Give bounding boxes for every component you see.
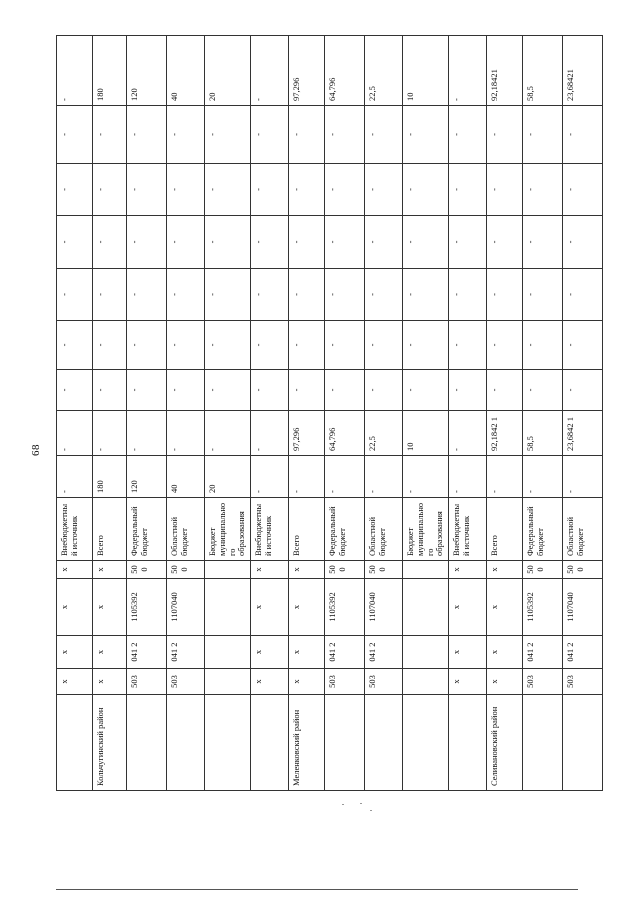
value-cell: - [57,411,93,456]
empty-year-cell: - [127,164,167,216]
page-number: 68 [30,444,42,456]
empty-year-cell: - [449,370,487,411]
table-row [523,36,563,791]
vr-cell: 50 0 [167,561,205,579]
rzpr-cell: x [93,636,127,669]
funding-source-cell: Областной бюджет [563,498,603,561]
rzpr-cell [205,636,251,669]
value-cell: 92,1842 1 [487,411,523,456]
grbs-cell: x [487,669,523,695]
empty-year-cell: - [289,216,325,269]
table-row [205,36,251,791]
table-row [167,36,205,791]
value-cell: - [403,456,449,498]
empty-year-cell: - [289,106,325,164]
rzpr-cell: x [449,636,487,669]
empty-year-cell: - [403,269,449,321]
empty-year-cell: - [449,106,487,164]
vr-cell: 50 0 [365,561,403,579]
empty-year-cell: - [93,106,127,164]
scan-specks [340,800,380,816]
empty-year-cell: - [57,164,93,216]
table-row [325,36,365,791]
table-row [487,36,523,791]
empty-year-cell: - [93,321,127,370]
csr-cell: 1107040 [563,579,603,636]
funding-source-cell: Федеральный бюджет [523,498,563,561]
rzpr-cell: 041 2 [325,636,365,669]
district-cell [205,695,251,791]
table-row [563,36,603,791]
grbs-cell: 503 [167,669,205,695]
budget-table [56,35,603,791]
empty-year-cell: - [205,370,251,411]
value-cell: 120 [127,456,167,498]
empty-year-cell: - [563,106,603,164]
csr-cell: 1107040 [365,579,403,636]
empty-year-cell: - [93,370,127,411]
funding-source-cell: Всего [487,498,523,561]
empty-year-cell: - [563,269,603,321]
vr-cell: x [93,561,127,579]
empty-year-cell: - [325,370,365,411]
table-row [403,36,449,791]
empty-year-cell: - [167,216,205,269]
table-row [289,36,325,791]
empty-year-cell: - [487,269,523,321]
empty-year-cell: - [487,106,523,164]
total-value-cell: 23,68421 [563,36,603,106]
empty-year-cell: - [325,321,365,370]
grbs-cell: x [57,669,93,695]
table-row [57,36,93,791]
empty-year-cell: - [127,269,167,321]
empty-year-cell: - [563,321,603,370]
district-cell [127,695,167,791]
empty-year-cell: - [289,164,325,216]
funding-source-cell: Бюджет муниципального образования [403,498,449,561]
empty-year-cell: - [523,370,563,411]
empty-year-cell: - [205,321,251,370]
value-cell: - [365,456,403,498]
total-value-cell: 180 [93,36,127,106]
empty-year-cell: - [325,269,365,321]
empty-year-cell: - [127,106,167,164]
csr-cell: x [251,579,289,636]
empty-year-cell: - [205,216,251,269]
funding-source-cell: Федеральный бюджет [325,498,365,561]
empty-year-cell: - [325,216,365,269]
funding-source-cell: Внебюджетный источник [57,498,93,561]
total-value-cell: 64,796 [325,36,365,106]
empty-year-cell: - [523,216,563,269]
empty-year-cell: - [365,216,403,269]
empty-year-cell: - [251,269,289,321]
value-cell: - [325,456,365,498]
district-cell [251,695,289,791]
value-cell: - [449,411,487,456]
total-value-cell: 40 [167,36,205,106]
empty-year-cell: - [167,164,205,216]
vr-cell [205,561,251,579]
value-cell: 97,296 [289,411,325,456]
value-cell: 40 [167,456,205,498]
empty-year-cell: - [523,164,563,216]
rotated-table-container [56,36,585,791]
total-value-cell: - [57,36,93,106]
empty-year-cell: - [289,321,325,370]
total-value-cell: 22,5 [365,36,403,106]
district-cell [563,695,603,791]
total-value-cell: 120 [127,36,167,106]
empty-year-cell: - [563,216,603,269]
value-cell: - [487,456,523,498]
value-cell: - [563,456,603,498]
empty-year-cell: - [403,164,449,216]
csr-cell: x [93,579,127,636]
csr-cell: x [449,579,487,636]
rzpr-cell [403,636,449,669]
funding-source-cell: Всего [93,498,127,561]
value-cell: 23,6842 1 [563,411,603,456]
empty-year-cell: - [127,370,167,411]
district-cell [57,695,93,791]
empty-year-cell: - [251,216,289,269]
grbs-cell: 503 [365,669,403,695]
grbs-cell: x [449,669,487,695]
empty-year-cell: - [449,164,487,216]
table-row [251,36,289,791]
empty-year-cell: - [487,370,523,411]
value-cell: - [251,411,289,456]
total-value-cell: - [251,36,289,106]
grbs-cell [403,669,449,695]
empty-year-cell: - [487,164,523,216]
empty-year-cell: - [289,269,325,321]
table-body [57,36,603,791]
rzpr-cell: 041 2 [523,636,563,669]
empty-year-cell: - [57,370,93,411]
table-row [127,36,167,791]
funding-source-cell: Областной бюджет [167,498,205,561]
page-bottom-rule [56,889,578,890]
value-cell: - [93,411,127,456]
csr-cell: x [289,579,325,636]
empty-year-cell: - [57,216,93,269]
csr-cell [205,579,251,636]
grbs-cell: 503 [563,669,603,695]
empty-year-cell: - [325,106,365,164]
district-name-cell: Кольчугинский район [93,695,127,791]
empty-year-cell: - [449,216,487,269]
funding-source-cell: Всего [289,498,325,561]
empty-year-cell: - [127,321,167,370]
empty-year-cell: - [167,321,205,370]
empty-year-cell: - [127,216,167,269]
csr-cell: x [57,579,93,636]
grbs-cell: x [93,669,127,695]
vr-cell: 50 0 [563,561,603,579]
empty-year-cell: - [205,164,251,216]
empty-year-cell: - [403,216,449,269]
funding-source-cell: Бюджет муниципального образования [205,498,251,561]
csr-cell: 1107040 [167,579,205,636]
funding-source-cell: Внебюджетный источник [251,498,289,561]
table-row [449,36,487,791]
value-cell: 64,796 [325,411,365,456]
empty-year-cell: - [251,321,289,370]
empty-year-cell: - [289,370,325,411]
csr-cell: 1105392 [127,579,167,636]
district-cell [449,695,487,791]
vr-cell: x [251,561,289,579]
rzpr-cell: x [57,636,93,669]
vr-cell [403,561,449,579]
empty-year-cell: - [403,106,449,164]
funding-source-cell: Федеральный бюджет [127,498,167,561]
csr-cell: 1105392 [325,579,365,636]
vr-cell: x [289,561,325,579]
grbs-cell: 503 [325,669,365,695]
grbs-cell [205,669,251,695]
grbs-cell: 503 [127,669,167,695]
vr-cell: 50 0 [127,561,167,579]
empty-year-cell: - [365,106,403,164]
empty-year-cell: - [57,269,93,321]
rzpr-cell: 041 2 [167,636,205,669]
empty-year-cell: - [523,269,563,321]
empty-year-cell: - [563,370,603,411]
value-cell: - [449,456,487,498]
value-cell: - [167,411,205,456]
table-row [365,36,403,791]
rzpr-cell: 041 2 [563,636,603,669]
empty-year-cell: - [57,321,93,370]
rzpr-cell: x [251,636,289,669]
empty-year-cell: - [365,321,403,370]
vr-cell: x [487,561,523,579]
rzpr-cell: x [487,636,523,669]
empty-year-cell: - [449,269,487,321]
district-name-cell: Селивановский район [487,695,523,791]
total-value-cell: 92,18421 [487,36,523,106]
empty-year-cell: - [365,164,403,216]
value-cell: - [57,456,93,498]
total-value-cell: 20 [205,36,251,106]
value-cell: - [127,411,167,456]
empty-year-cell: - [523,321,563,370]
empty-year-cell: - [365,370,403,411]
total-value-cell: 97,296 [289,36,325,106]
table-row [93,36,127,791]
value-cell: 22,5 [365,411,403,456]
grbs-cell: x [251,669,289,695]
district-cell [325,695,365,791]
empty-year-cell: - [449,321,487,370]
rzpr-cell: 041 2 [127,636,167,669]
grbs-cell: x [289,669,325,695]
empty-year-cell: - [365,269,403,321]
empty-year-cell: - [523,106,563,164]
csr-cell [403,579,449,636]
value-cell: - [251,456,289,498]
district-cell [403,695,449,791]
empty-year-cell: - [403,370,449,411]
vr-cell: x [449,561,487,579]
rzpr-cell: x [289,636,325,669]
vr-cell: 50 0 [325,561,365,579]
grbs-cell: 503 [523,669,563,695]
empty-year-cell: - [167,106,205,164]
vr-cell: 50 0 [523,561,563,579]
total-value-cell: - [449,36,487,106]
district-name-cell: Меленковский район [289,695,325,791]
empty-year-cell: - [563,164,603,216]
district-cell [523,695,563,791]
district-cell [167,695,205,791]
csr-cell: 1105392 [523,579,563,636]
empty-year-cell: - [93,269,127,321]
value-cell: 10 [403,411,449,456]
value-cell: - [205,411,251,456]
empty-year-cell: - [487,321,523,370]
csr-cell: x [487,579,523,636]
empty-year-cell: - [403,321,449,370]
value-cell: 180 [93,456,127,498]
empty-year-cell: - [205,106,251,164]
funding-source-cell: Внебюджетный источник [449,498,487,561]
empty-year-cell: - [251,106,289,164]
total-value-cell: 10 [403,36,449,106]
empty-year-cell: - [167,370,205,411]
value-cell: - [289,456,325,498]
empty-year-cell: - [205,269,251,321]
empty-year-cell: - [93,164,127,216]
value-cell: 58,5 [523,411,563,456]
vr-cell: x [57,561,93,579]
empty-year-cell: - [167,269,205,321]
empty-year-cell: - [251,164,289,216]
empty-year-cell: - [487,216,523,269]
value-cell: 20 [205,456,251,498]
empty-year-cell: - [325,164,365,216]
empty-year-cell: - [251,370,289,411]
district-cell [365,695,403,791]
value-cell: - [523,456,563,498]
empty-year-cell: - [57,106,93,164]
rzpr-cell: 041 2 [365,636,403,669]
total-value-cell: 58,5 [523,36,563,106]
funding-source-cell: Областной бюджет [365,498,403,561]
empty-year-cell: - [93,216,127,269]
